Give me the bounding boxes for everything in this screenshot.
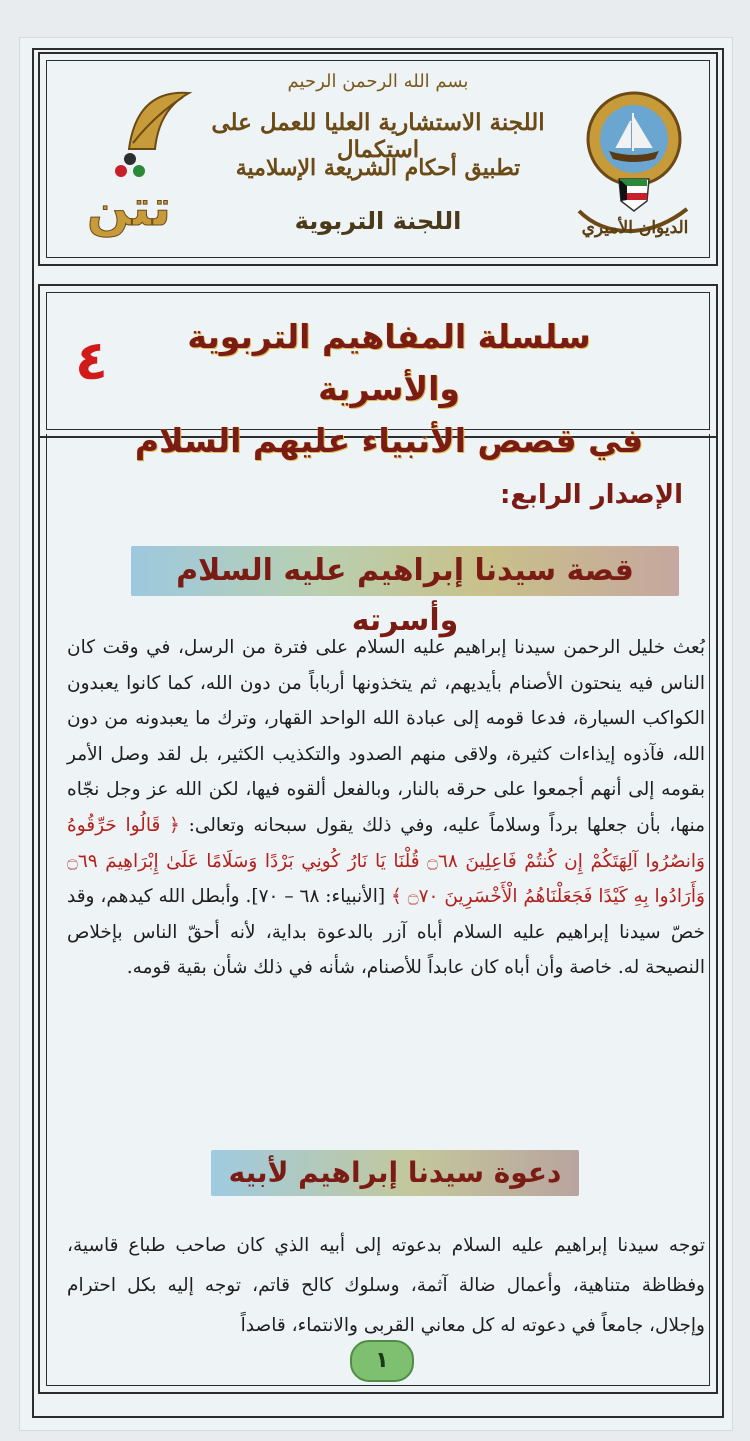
page-paper: [20, 38, 732, 1430]
committee-name-line-2: تطبيق أحكام الشريعة الإسلامية: [235, 155, 521, 181]
header-inner-frame: [46, 60, 710, 258]
section-1-text-b: وأبطل الله كيدهم، وقد خصّ سيدنا إبراهيم عليه السلام أباه آزر بالدعوة بداية، لأنه أحقّ الناس بإخلاص النصيحة له. خاصة وأن أباه كان عابداً للأصنام، شأنه في ذلك شأن بقية قومه.: [67, 886, 705, 979]
series-title-inner-frame: [46, 292, 710, 460]
emblem-caption: الديوان الأميري: [581, 218, 689, 238]
series-title-line-1: سلسلة المفاهيم التربوية والأسرية: [187, 317, 591, 408]
article-body-box: [38, 434, 718, 1394]
header-box: [38, 52, 718, 266]
logo-text: تتن: [86, 179, 172, 237]
committee-name-line-1: اللجنة الاستشارية العليا للعمل على استكمال: [211, 109, 545, 163]
issue-label: الإصدار الرابع:: [499, 480, 683, 510]
section-2-paragraph: توجه سيدنا إبراهيم عليه السلام بدعوته إلى أبيه الذي كان صاحب طباع قاسية، وفظاظة متناهية، وأعمال ضالة آثمة، وسلوك كالح قاتم، توجه إليه بكل احترام وإجلال، جامعاً في دعوته له كل معاني القربى والانتماء، قاصداً: [67, 1235, 705, 1336]
basmala: بسم الله الرحمن الرحيم: [287, 71, 469, 92]
section-2-title: دعوة سيدنا إبراهيم لأبيه: [211, 1150, 579, 1196]
section-1-title: قصة سيدنا إبراهيم عليه السلام وأسرته: [131, 546, 679, 596]
series-title-line-2: في قصص الأنبياء عليهم السلام: [134, 421, 644, 460]
section-1-paragraph: [67, 630, 705, 986]
article-body-inner-frame: [46, 434, 710, 1386]
series-title-box: [38, 284, 718, 460]
quran-verse: ﴿ قَالُوا حَرِّقُوهُ وَانصُرُوا آلِهَتَكُمْ إِن كُنتُمْ فَاعِلِينَ ۝٦٨ قُلْنَا يَا نَارُ كُونِي بَرْدًا وَسَلَامًا عَلَىٰ إِبْرَاهِيمَ ۝٦٩ وَأَرَادُوا بِهِ كَيْدًا فَجَعَلْنَاهُمُ الْأَخْسَرِينَ ۝٧٠ ﴾: [67, 814, 705, 908]
education-committee-label: اللجنة التربوية: [294, 207, 462, 235]
section-1-text-a: بُعث خليل الرحمن سيدنا إبراهيم عليه السلام على فترة من الرسل، في وقت كان الناس فيه ينحتون الأصنام بأيديهم، ثم يتخذونها أرباباً من دون الله، كما كانوا يعبدون الكواكب السيارة، فدعا قومه إلى عبادة الله الواحد القهار، وترك ما يعبدونه من دون الله، فآذوه إيذاءات كثيرة، ولاقى منهم الصدود والتكذيب الكثير، بل لقد وصل الأمر بقومه إلى أنهم أجمعوا على حرقه بالنار، وبالفعل ألقوه فيها، لكن الله عز وجل نجّاه منها، بأن جعلها برداً وسلاماً عليه، وفي ذلك يقول سبحانه وتعالى:: [67, 637, 705, 836]
quran-reference: [الأنبياء: ٦٨ – ٧٠].: [245, 886, 386, 908]
page-number-badge: ١: [350, 1340, 414, 1382]
series-number: ٤: [75, 329, 108, 392]
